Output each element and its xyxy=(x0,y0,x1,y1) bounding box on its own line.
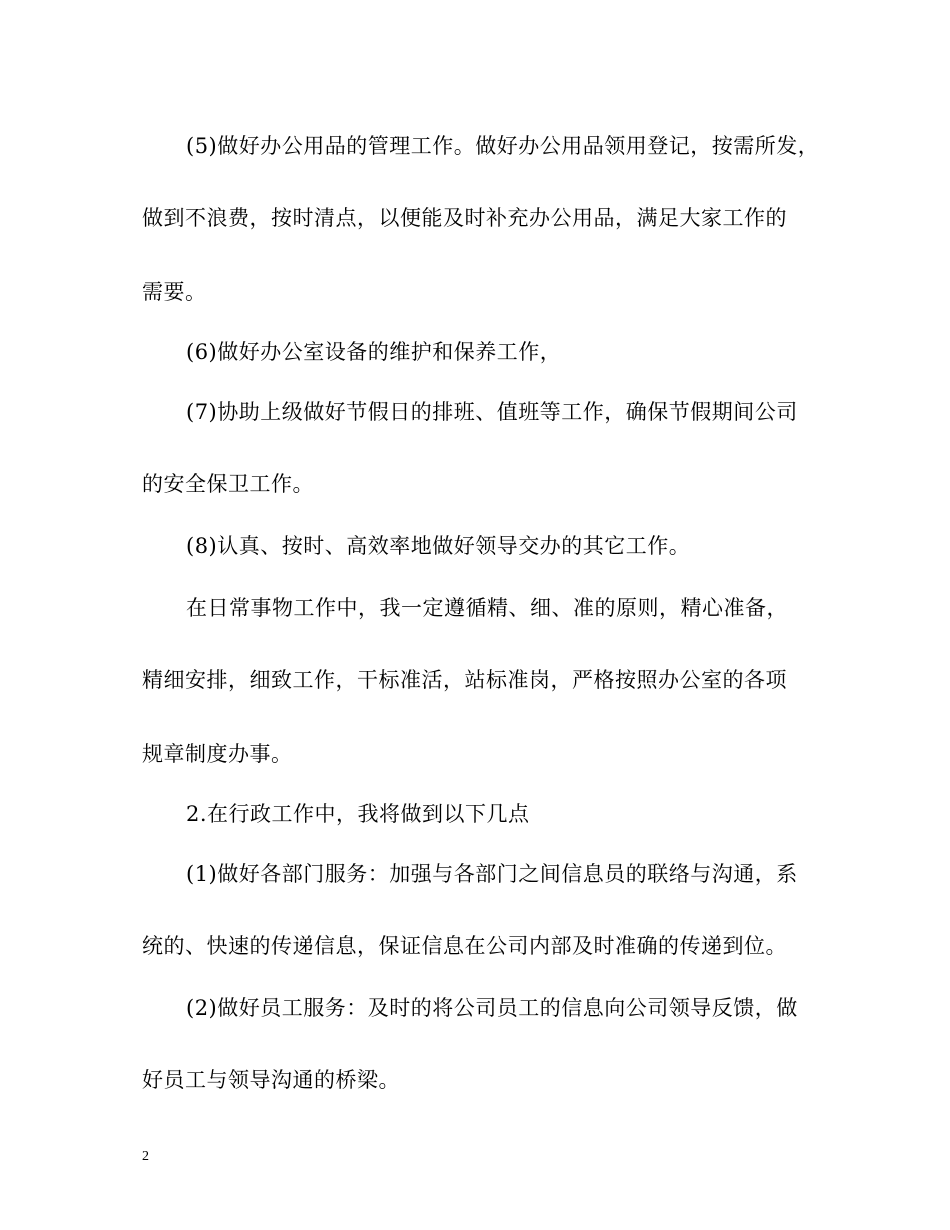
paragraph-routine-line-3: 规章制度办事。 xyxy=(142,742,293,766)
paragraph-routine-line-1: 在日常事物工作中，我一定遵循精、细、准的原则，精心准备， xyxy=(186,596,788,620)
paragraph-6-line-1: (6)做好办公室设备的维护和保养工作， xyxy=(186,340,562,364)
paragraph-5-line-3: 需要。 xyxy=(142,280,207,304)
paragraph-routine-line-2: 精细安排，细致工作，干标准活，站标准岗，严格按照办公室的各项 xyxy=(142,668,787,692)
admin-item-1-line-1: (1)做好各部门服务：加强与各部门之间信息员的联络与沟通，系 xyxy=(186,862,798,886)
paragraph-5-line-1: (5)做好办公用品的管理工作。做好办公用品领用登记，按需所发， xyxy=(186,134,820,158)
paragraph-5-line-2: 做到不浪费，按时清点，以便能及时补充办公用品，满足大家工作的 xyxy=(142,206,787,230)
page-number: 2 xyxy=(142,1149,149,1164)
admin-item-2-line-2: 好员工与领导沟通的桥梁。 xyxy=(142,1068,400,1092)
paragraph-7-line-2: 的安全保卫工作。 xyxy=(142,472,314,496)
admin-item-2-line-1: (2)做好员工服务：及时的将公司员工的信息向公司领导反馈，做 xyxy=(186,996,798,1020)
admin-item-1-line-2: 统的、快速的传递信息，保证信息在公司内部及时准确的传递到位。 xyxy=(142,934,787,958)
paragraph-8-line-1: (8)认真、按时、高效率地做好领导交办的其它工作。 xyxy=(186,534,691,558)
section-2-heading: 2.在行政工作中，我将做到以下几点 xyxy=(186,802,530,826)
paragraph-7-line-1: (7)协助上级做好节假日的排班、值班等工作，确保节假期间公司 xyxy=(186,400,798,424)
